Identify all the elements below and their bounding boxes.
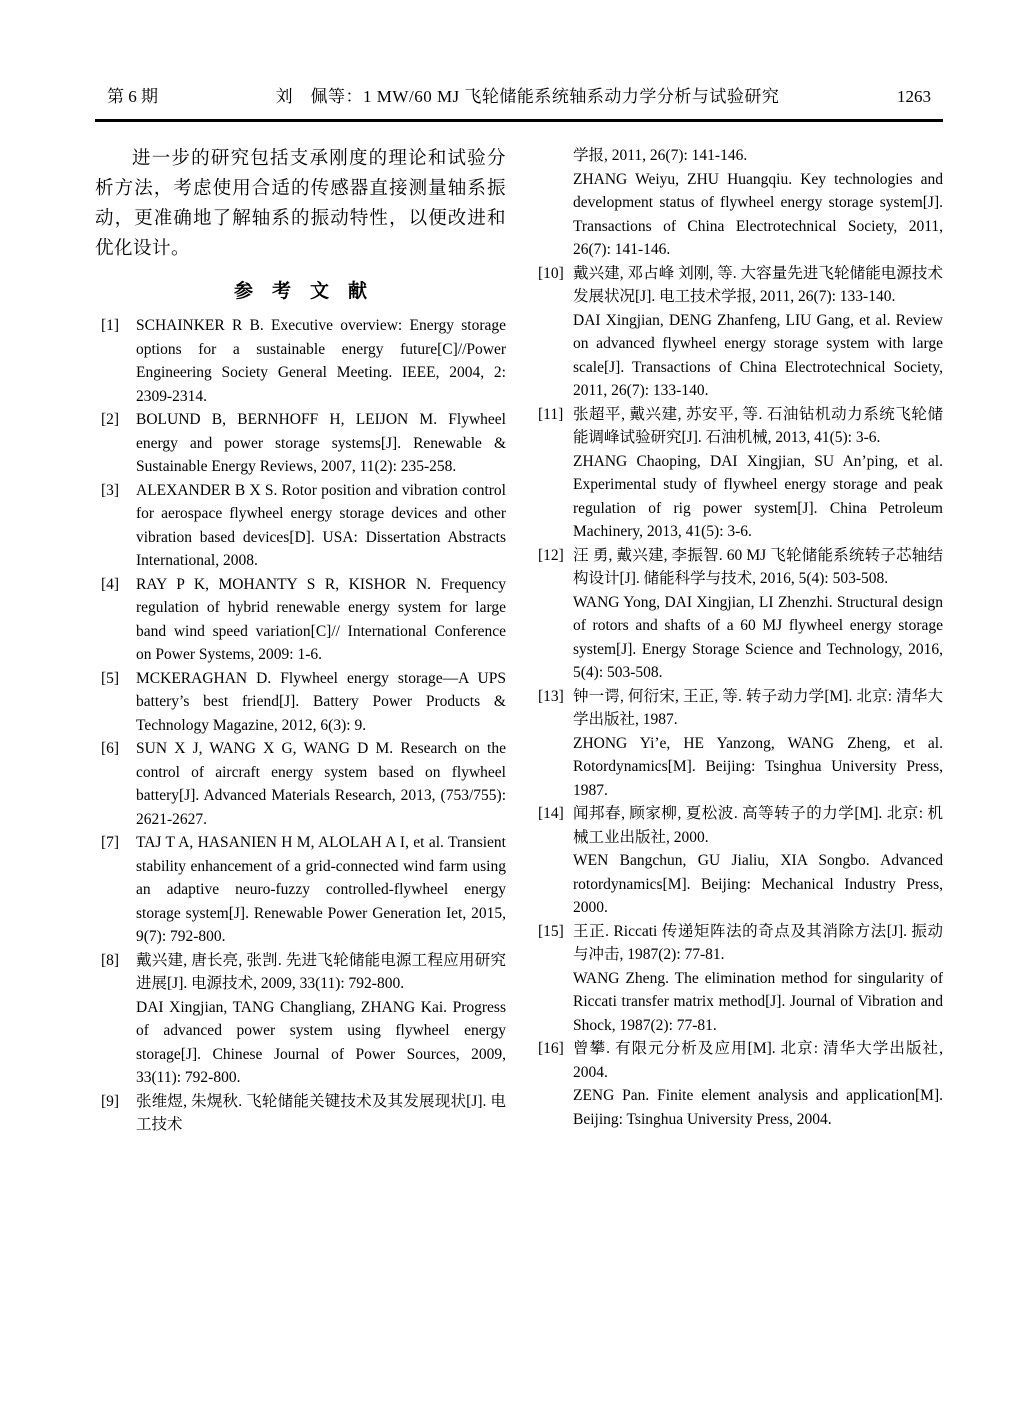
- reference-text: 闻邦春, 顾家柳, 夏松波. 高等转子的力学[M]. 北京: 机械工业出版社, 2000.: [573, 805, 943, 846]
- reference-label: [8]: [101, 951, 120, 969]
- reference-item: [95, 314, 506, 408]
- reference-item: [532, 849, 943, 920]
- reference-label: [3]: [101, 481, 120, 499]
- reference-item: [95, 949, 506, 996]
- reference-item: [532, 450, 943, 544]
- reference-text: 汪 勇, 戴兴建, 李振智. 60 MJ 飞轮储能系统转子芯轴结构设计[J]. 储能科学与技术, 2016, 5(4): 503-508.: [573, 546, 943, 587]
- reference-label: [9]: [101, 1092, 120, 1110]
- two-column-layout: [95, 144, 943, 1137]
- reference-text: 张维煜, 朱熀秋. 飞轮储能关键技术及其发展现状[J]. 电工技术: [136, 1092, 506, 1133]
- reference-item: [532, 144, 943, 168]
- reference-item: [532, 1037, 943, 1084]
- page-content: [95, 82, 943, 1137]
- reference-label: [2]: [101, 411, 120, 428]
- reference-label: [7]: [101, 834, 120, 851]
- reference-list-right: [532, 144, 943, 1131]
- reference-label: [13]: [538, 687, 564, 705]
- reference-text: ZHANG Chaoping, DAI Xingjian, SU An’ping, et al. Experimental study of flywheel energy storage and peak regulation of rig power system[J]. China Petroleum Machinery, 2013, 41(5): 3-6.: [573, 452, 943, 540]
- reference-text: WANG Zheng. The elimination method for singularity of Riccati transfer matrix method[J]. Journal of Vibration and Shock, 1987(2): 77-81.: [573, 969, 943, 1034]
- reference-text: DAI Xingjian, DENG Zhanfeng, LIU Gang, et al. Review on advanced flywheel energy storage system with large scale[J]. Transactions of China Electrotechnical Society, 2011, 26(7): 133-140.: [573, 311, 943, 399]
- reference-label: [10]: [538, 264, 564, 282]
- reference-item: [532, 1084, 943, 1131]
- reference-text: 张超平, 戴兴建, 苏安平, 等. 石油钻机动力系统飞轮储能调峰试验研究[J]. 石油机械, 2013, 41(5): 3-6.: [573, 405, 943, 446]
- reference-label: [14]: [538, 805, 564, 822]
- reference-label: [16]: [538, 1040, 564, 1057]
- reference-label: [12]: [538, 546, 564, 564]
- reference-label: [5]: [101, 669, 120, 687]
- reference-item: [532, 967, 943, 1038]
- reference-item: [532, 262, 943, 309]
- reference-item: [532, 685, 943, 732]
- reference-text: MCKERAGHAN D. Flywheel energy storage—A UPS battery’s best friend[J]. Battery Power Products & Technology Magazine, 2012, 6(3): 9.: [136, 669, 506, 734]
- reference-text: 戴兴建, 邓占峰 刘刚, 等. 大容量先进飞轮储能电源技术发展状况[J]. 电工技术学报, 2011, 26(7): 133-140.: [573, 264, 943, 305]
- reference-text: BOLUND B, BERNHOFF H, LEIJON M. Flywheel energy and power storage systems[J]. Renewable & Sustainable Energy Reviews, 2007, 11(2): 235-258.: [136, 411, 506, 475]
- reference-label: [6]: [101, 740, 120, 757]
- reference-item: [95, 408, 506, 479]
- reference-text: WEN Bangchun, GU Jialiu, XIA Songbo. Advanced rotordynamics[M]. Beijing: Mechanical Industry Press, 2000.: [573, 852, 943, 916]
- reference-item: [532, 403, 943, 450]
- reference-list-left: [95, 314, 506, 1137]
- left-column: [95, 144, 506, 1137]
- reference-item: [95, 667, 506, 738]
- reference-item: [95, 573, 506, 667]
- page-number: 1263: [897, 87, 931, 106]
- running-title: 刘 佩等：1 MW/60 MJ 飞轮储能系统轴系动力学分析与试验研究: [275, 87, 780, 106]
- issue-number: 第 6 期: [107, 87, 158, 106]
- reference-item: [95, 479, 506, 573]
- reference-text: 学报, 2011, 26(7): 141-146.: [573, 147, 748, 164]
- reference-text: WANG Yong, DAI Xingjian, LI Zhenzhi. Structural design of rotors and shafts of a 60 MJ flywheel energy storage system[J]. Energy Storage Science and Technology, 2016, 5(4): 503-508.: [573, 593, 943, 681]
- intro-paragraph: 进一步的研究包括支承刚度的理论和试验分析方法，考虑使用合适的传感器直接测量轴系振动，更准确地了解轴系的振动特性，以便改进和优化设计。: [95, 149, 506, 259]
- reference-label: [1]: [101, 317, 120, 334]
- reference-text: 曾攀. 有限元分析及应用[M]. 北京: 清华大学出版社, 2004.: [573, 1040, 943, 1081]
- reference-label: [15]: [538, 922, 564, 940]
- reference-text: SCHAINKER R B. Executive overview: Energy storage options for a sustainable energy future[C]//Power Engineering Society General Meeting. IEEE, 2004, 2: 2309-2314.: [136, 317, 506, 405]
- reference-item: [532, 802, 943, 849]
- reference-text: ALEXANDER B X S. Rotor position and vibration control for aerospace flywheel energy storage devices and other vibration based devices[D]. USA: Dissertation Abstracts International, 2008.: [136, 481, 506, 569]
- reference-text: RAY P K, MOHANTY S R, KISHOR N. Frequency regulation of hybrid renewable energy system for large band wind speed variation[C]// International Conference on Power Systems, 2009: 1-6.: [136, 575, 506, 663]
- reference-item: [95, 996, 506, 1090]
- reference-item: [95, 831, 506, 949]
- reference-item: [532, 168, 943, 262]
- reference-text: ZENG Pan. Finite element analysis and application[M]. Beijing: Tsinghua University Press, 2004.: [573, 1087, 943, 1128]
- reference-text: 钟一谔, 何衍宋, 王正, 等. 转子动力学[M]. 北京: 清华大学出版社, 1987.: [573, 687, 943, 728]
- reference-item: [532, 591, 943, 685]
- reference-item: [532, 544, 943, 591]
- reference-text: ZHONG Yi’e, HE Yanzong, WANG Zheng, et al. Rotordynamics[M]. Beijing: Tsinghua University Press, 1987.: [573, 734, 943, 799]
- reference-text: ZHANG Weiyu, ZHU Huangqiu. Key technologies and development status of flywheel energy storage system[J]. Transactions of China Electrotechnical Society, 2011, 26(7): 141-146.: [573, 170, 943, 258]
- right-column: [532, 144, 943, 1137]
- reference-item: [95, 737, 506, 831]
- references-section-title: 参 考 文 献: [233, 281, 367, 302]
- reference-text: 戴兴建, 唐长亮, 张剀. 先进飞轮储能电源工程应用研究进展[J]. 电源技术, 2009, 33(11): 792-800.: [136, 951, 506, 992]
- reference-item: [95, 1090, 506, 1137]
- reference-text: TAJ T A, HASANIEN H M, ALOLAH A I, et al. Transient stability enhancement of a grid-connected wind farm using an adaptive neuro-fuzzy controlled-flywheel energy storage system[J]. Renewable Power Generation Iet, 2015, 9(7): 792-800.: [136, 834, 506, 945]
- reference-item: [532, 732, 943, 803]
- reference-label: [4]: [101, 575, 120, 593]
- running-header: [95, 82, 943, 119]
- reference-text: 王正. Riccati 传递矩阵法的奇点及其消除方法[J]. 振动与冲击, 1987(2): 77-81.: [573, 922, 943, 963]
- reference-text: SUN X J, WANG X G, WANG D M. Research on the control of aircraft energy system based on flywheel battery[J]. Advanced Materials Research, 2013, (753/755): 2621-2627.: [136, 740, 506, 828]
- reference-text: DAI Xingjian, TANG Changliang, ZHANG Kai. Progress of advanced power system using flywheel energy storage[J]. Chinese Journal of Power Sources, 2009, 33(11): 792-800.: [136, 998, 506, 1086]
- header-rule: [95, 119, 943, 122]
- reference-item: [532, 920, 943, 967]
- reference-label: [11]: [538, 405, 564, 423]
- reference-item: [532, 309, 943, 403]
